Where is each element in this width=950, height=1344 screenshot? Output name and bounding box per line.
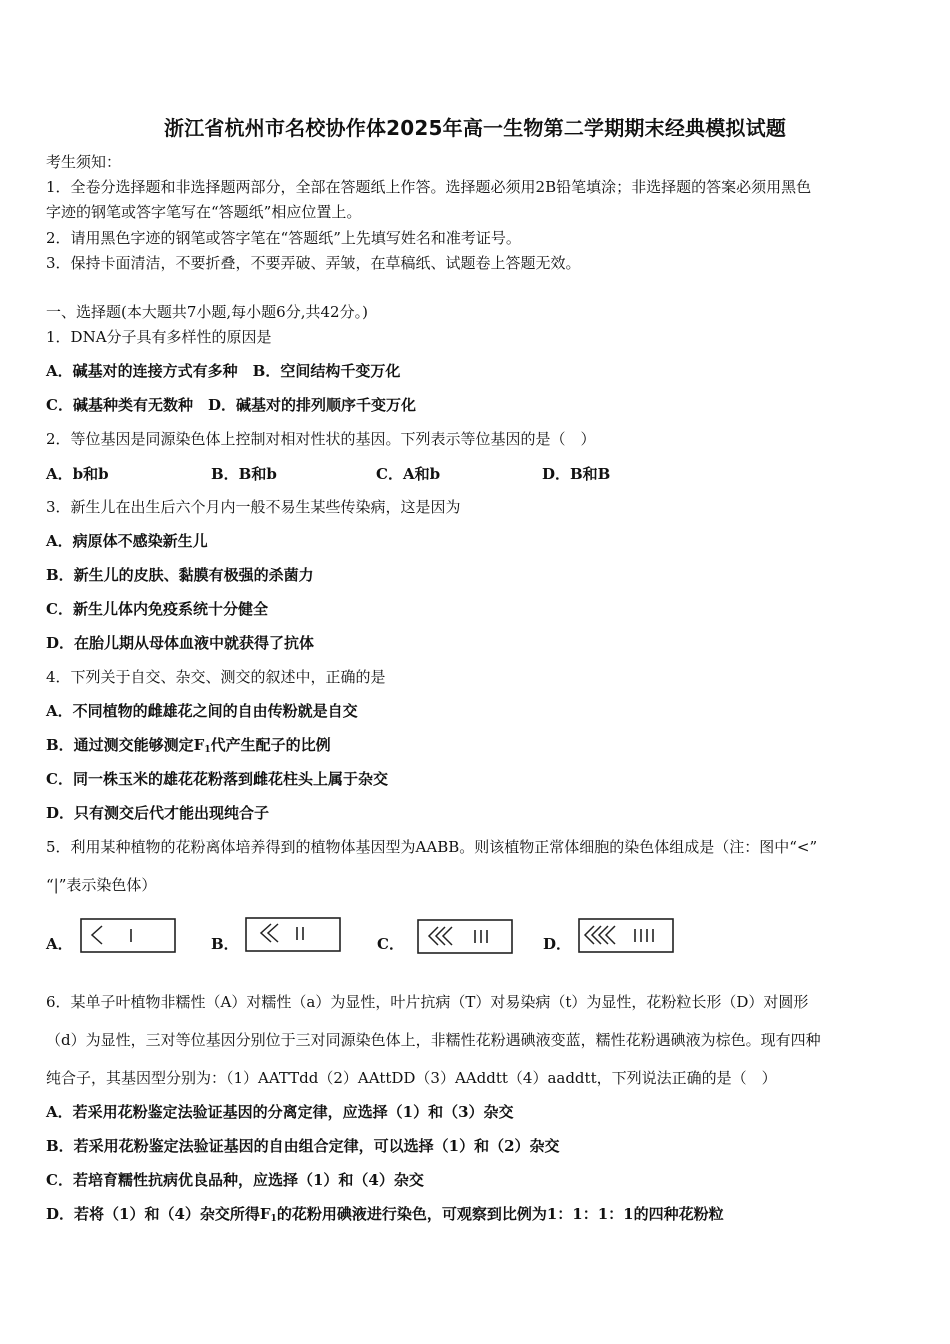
notice-item: 3．保持卡面清洁，不要折叠，不要弄破、弄皱，在草稿纸、试题卷上答题无效。	[46, 254, 581, 272]
option-a-label: A．	[46, 935, 73, 953]
option-d-text: D．若将（1）和（4）杂交所得F	[46, 1205, 271, 1223]
option-b-label: B．	[211, 935, 239, 953]
option-d: D．只有测交后代才能出现纯合子	[46, 804, 270, 822]
notice-item: 1．全卷分选择题和非选择题两部分，全部在答题纸上作答。选择题必须用2B铅笔填涂；非选择题的答案必须用黑色	[46, 178, 812, 196]
question-stem-5: 5．利用某种植物的花粉离体培养得到的植物体基因型为AABB。则该植物正常体细胞的染色体组成是（注：图中“<”	[46, 838, 818, 856]
notice-item: 字迹的钢笔或答字笔写在“答题纸”相应位置上。	[46, 203, 362, 221]
page-title: 浙江省杭州市名校协作体2025年高一生物第二学期期末经典模拟试题	[163, 116, 787, 140]
option-c: C．A和b	[376, 465, 441, 483]
question-1-options-row-1: A．碱基对的连接方式有多种 B．空间结构千变万化	[46, 362, 401, 380]
section-heading: 一、选择题(本大题共7小题,每小题6分,共42分。)	[46, 303, 368, 321]
option-b: B．B和b	[211, 465, 277, 483]
option-a: A．病原体不感染新生儿	[46, 532, 208, 550]
option-d-text-tail: 的花粉用碘液进行染色，可观察到比例为1：1：1：1的四种花粉粒	[276, 1205, 724, 1223]
question-stem-6-cont: 纯合子，其基因型分别为：（1）AATTdd（2）AAttDD（3）AAddtt（4）aaddtt，下列说法正确的是（ ）	[46, 1069, 777, 1087]
notice-item: 2．请用黑色字迹的钢笔或答字笔在“答题纸”上先填写姓名和准考证号。	[46, 229, 521, 247]
subscript: 1	[270, 1214, 277, 1224]
question-stem-1: 1．DNA分子具有多样性的原因是	[46, 328, 272, 346]
question-1-options-row-2: C．碱基种类有无数种 D．碱基对的排列顺序千变万化	[46, 396, 416, 414]
chromosome-diagram-a	[80, 914, 176, 954]
option-b-text-tail: 代产生配子的比例	[210, 736, 331, 754]
question-stem-3: 3．新生儿在出生后六个月内一般不易生某些传染病，这是因为	[46, 498, 461, 516]
option-d-label: D．	[543, 935, 572, 953]
option-d: D．B和B	[542, 465, 611, 483]
question-stem-6: 6．某单子叶植物非糯性（A）对糯性（a）为显性，叶片抗病（T）对易染病（t）为显性，花粉粒长形（D）对圆形	[46, 993, 809, 1011]
option-c: C．新生儿体内免疫系统十分健全	[46, 600, 268, 618]
question-stem-5-cont: “|”表示染色体）	[46, 876, 157, 894]
option-c: C．同一株玉米的雄花花粉落到雌花柱头上属于杂交	[46, 770, 388, 788]
option-a: A．b和b	[46, 465, 109, 483]
question-stem-2: 2．等位基因是同源染色体上控制对相对性状的基因。下列表示等位基因的是（ ）	[46, 430, 596, 448]
subscript: 1	[204, 745, 211, 755]
question-stem-4: 4．下列关于自交、杂交、测交的叙述中，正确的是	[46, 668, 386, 686]
chromosome-diagram-d	[578, 914, 674, 954]
option-d: D．在胎儿期从母体血液中就获得了抗体	[46, 634, 315, 652]
question-stem-6-cont: （d）为显性，三对等位基因分别位于三对同源染色体上，非糯性花粉遇碘液变蓝，糯性花粉遇碘液为棕色。现有四种	[46, 1031, 821, 1049]
chromosome-diagram-c	[417, 914, 513, 954]
option-c-label: C．	[377, 935, 404, 953]
option-b: B．若采用花粉鉴定法验证基因的自由组合定律，可以选择（1）和（2）杂交	[46, 1137, 560, 1155]
option-b: B．新生儿的皮肤、黏膜有极强的杀菌力	[46, 566, 314, 584]
option-b-text: B．通过测交能够测定F	[46, 736, 205, 754]
option-c: C．若培育糯性抗病优良品种，应选择（1）和（4）杂交	[46, 1171, 424, 1189]
option-a: A．若采用花粉鉴定法验证基因的分离定律，应选择（1）和（3）杂交	[46, 1103, 514, 1121]
notice-heading: 考生须知：	[46, 153, 122, 171]
option-b	[46, 735, 331, 760]
option-a: A．不同植物的雌雄花之间的自由传粉就是自交	[46, 702, 358, 720]
chromosome-diagram-b	[245, 914, 341, 954]
option-d	[46, 1204, 724, 1229]
